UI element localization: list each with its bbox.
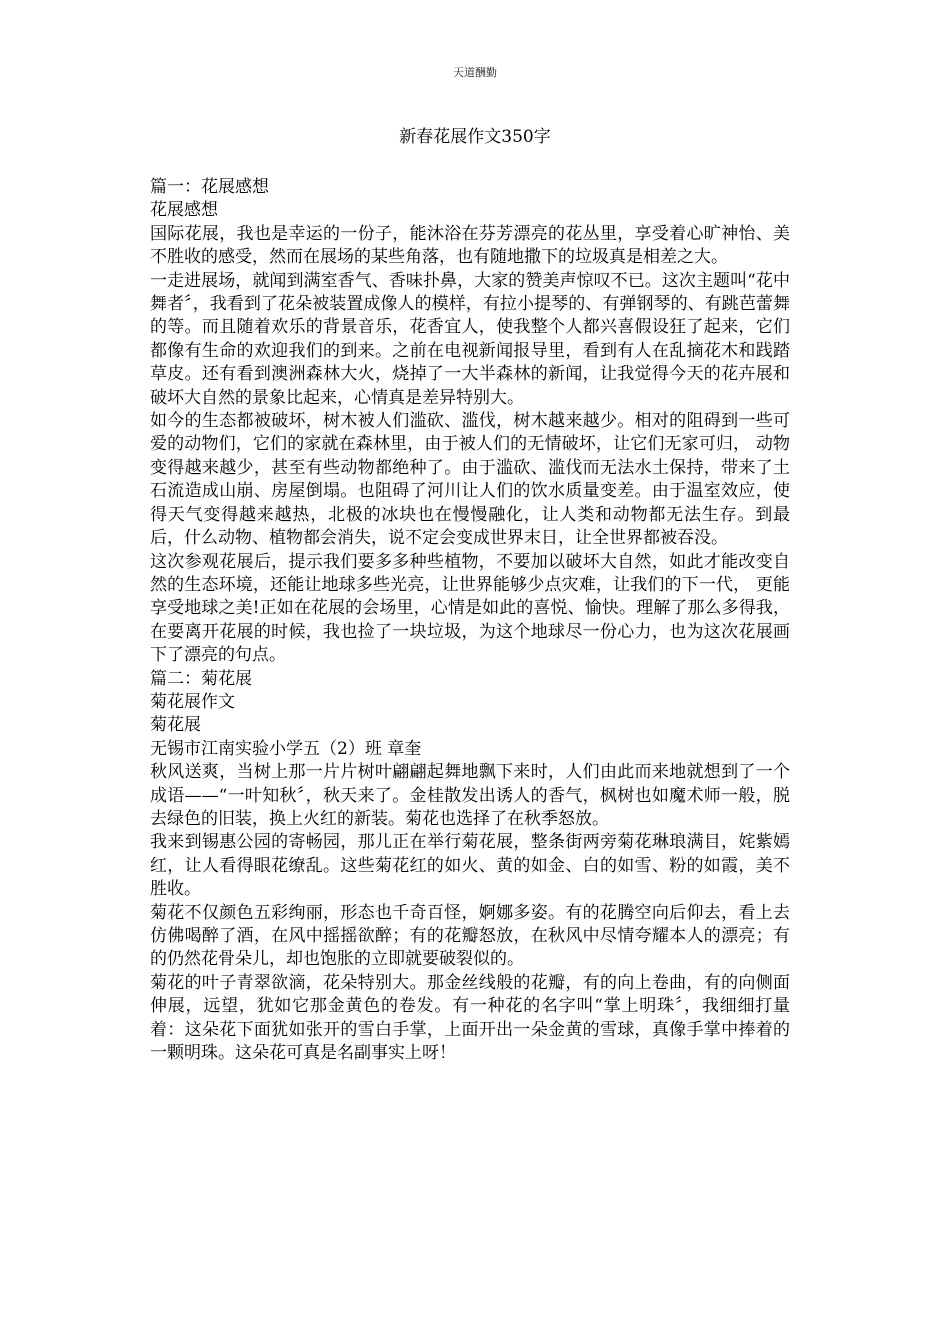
paragraph: 如今的生态都被破坏，树木被人们滥砍、滥伐，树木越来越少。相对的阻碍到一些可爱的动物们，它们的家就在森林里，由于被人们的无情破坏，让它们无家可归， 动物变得越来越少，甚至有些动物都绝种了。由于滥砍、滥伐而无法水土保持，带来了土石流造成山崩、房屋倒塌。也阻碍了河川让人们的饮水质量变差。由于温室效应，使得天气变得越来越热，北极的冰块也在慢慢融化，让人类和动物都无法生存。到最后，什么动物、植物都会消失，说不定会变成世界末日，让全世界都被吞没。 bbox=[150, 411, 790, 549]
subtitle: 菊花展 bbox=[150, 715, 201, 736]
paragraph: 秋风送爽，当树上那一片片树叶翩翩起舞地飘下来时，人们由此而来地就想到了一个成语——“一叶知秋〞，秋天来了。金桂散发出诱人的香气，枫树也如魔术师一般，脱去绿色的旧装，换上火红的新装。菊花也选择了在秋季怒放。 bbox=[150, 762, 790, 829]
paragraph: 一走进展场，就闻到满室香气、香味扑鼻，大家的赞美声惊叹不已。这次主题叫“花中舞者〞，我看到了花朵被装置成像人的模样，有拉小提琴的、有弹钢琴的、有跳芭蕾舞的等。而且随着欢乐的背景音乐，花香宜人，使我整个人都兴喜假设狂了起来，它们都像有生命的欢迎我们的到来。之前在电视新闻报导里，看到有人在乱摘花木和践踏草皮。还有看到澳洲森林大火，烧掉了一大半森林的新闻，让我觉得今天的花卉展和破坏大自然的景象比起来，心情真是差异特别大。 bbox=[150, 270, 790, 408]
paragraph: 菊花不仅颜色五彩绚丽，形态也千奇百怪，婀娜多姿。有的花腾空向后仰去，看上去仿佛喝醉了酒，在风中摇摇欲醉；有的花瓣怒放，在秋风中尽情夸耀本人的漂亮；有的仍然花骨朵儿，却也饱胀的立即就要破裂似的。 bbox=[150, 902, 790, 970]
paragraph: 这次参观花展后，提示我们要多多种些植物，不要加以破坏大自然，如此才能改变自然的生态环境，还能让地球多些光亮，让世界能够少点灾难，让我们的下一代， 更能享受地球之美!正如在花展的会场里，心情是如此的喜悦、愉快。理解了那么多得我，在要离开花展的时候，我也捡了一块垃圾，为这个地球尽一份心力，也为这次花展画下了漂亮的句点。 bbox=[150, 551, 790, 666]
section-heading-1: 篇一：花展感想 bbox=[150, 177, 269, 197]
document-title: 新春花展作文350字 bbox=[399, 127, 551, 147]
document-body bbox=[150, 176, 790, 1065]
author-line: 无锡市江南实验小学五（2）班 章奎 bbox=[150, 738, 422, 759]
page-header: 天道酬勤 bbox=[453, 66, 497, 79]
subtitle: 菊花展作文 bbox=[150, 691, 235, 712]
subtitle: 花展感想 bbox=[150, 200, 218, 221]
section-heading-2: 篇二：菊花展 bbox=[150, 668, 252, 689]
paragraph: 我来到锡惠公园的寄畅园，那儿正在举行菊花展，整条街两旁菊花琳琅满目，姹紫嫣红，让人看得眼花缭乱。这些菊花红的如火、黄的如金、白的如雪、粉的如霞，美不胜收。 bbox=[150, 832, 790, 900]
paragraph: 菊花的叶子青翠欲滴，花朵特别大。那金丝线般的花瓣，有的向上卷曲，有的向侧面伸展，远望，犹如它那金黄色的卷发。有一种花的名字叫“掌上明珠〞，我细细打量着：这朵花下面犹如张开的雪白手掌，上面开出一朵金黄的雪球，真像手掌中捧着的一颗明珠。这朵花可真是名副事实上呀！ bbox=[150, 972, 790, 1064]
paragraph: 国际花展，我也是幸运的一份子，能沐浴在芬芳漂亮的花丛里，享受着心旷神怡、美不胜收的感受，然而在展场的某些角落，也有随地撒下的垃圾真是相差之大。 bbox=[150, 223, 790, 268]
